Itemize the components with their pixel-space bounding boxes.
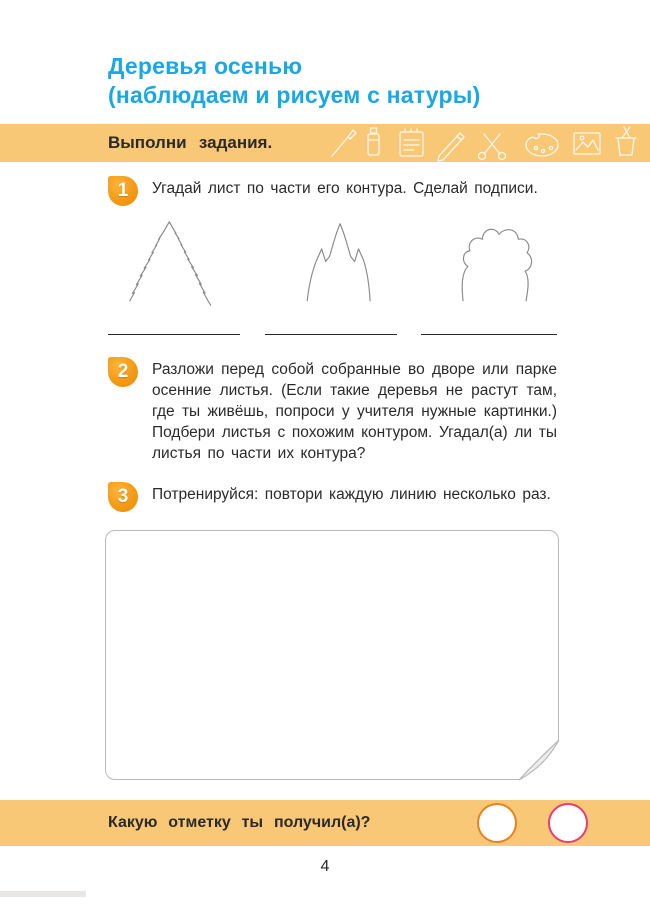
- task-1-text: Угадай лист по части его контура. Сделай подписи.: [152, 180, 538, 197]
- task-1-number-badge: 1: [108, 176, 138, 206]
- section-header-label: Выполни задания.: [108, 133, 273, 152]
- grade-footer-band: [0, 800, 650, 846]
- task-3-number-badge: 3: [108, 482, 138, 512]
- scissors-icon: [479, 134, 506, 160]
- task-2-number-badge: 2: [108, 357, 138, 387]
- paint-tube-icon: [368, 128, 379, 155]
- page-title-line1: Деревья осенью: [108, 53, 303, 79]
- scan-edge-artifact: [0, 891, 86, 897]
- paintbrush-icon: [332, 130, 356, 156]
- practice-drawing-box: [105, 530, 559, 780]
- maple-leaf-outline: [278, 216, 408, 308]
- answer-line-3: [421, 334, 557, 335]
- answer-line-1: [108, 334, 240, 335]
- task-1: [108, 178, 557, 206]
- answer-lines-row: [108, 334, 557, 335]
- grade-circle-orange: [477, 803, 517, 843]
- picture-frame-icon: [574, 133, 600, 154]
- art-supplies-doodles: [326, 124, 646, 162]
- page-title: [108, 52, 610, 110]
- answer-line-2: [265, 334, 397, 335]
- page-title-line2: (наблюдаем и рисуем с натуры): [108, 82, 481, 108]
- page-content: [108, 178, 557, 512]
- section-header-band: [0, 124, 650, 162]
- page-number: 4: [320, 858, 330, 875]
- oak-leaf-outline: [437, 216, 557, 308]
- birch-leaf-outline: [108, 216, 248, 308]
- pencil-icon: [438, 133, 464, 161]
- task-3-text: Потренируйся: повтори каждую линию несколько раз.: [152, 486, 551, 503]
- task-2-text: Разложи перед собой собранные во дворе или парке осенние листья. (Если такие деревья не растут там, где ты живёшь, попроси у учителя нужные картинки.) Подбери листья с похожим контуром. Угадал(а) ли ты листья по части их контура?: [152, 361, 557, 462]
- grade-question: Какую отметку ты получил(а)?: [108, 814, 371, 831]
- workbook-page: [0, 52, 650, 875]
- grade-circle-pink: [548, 803, 588, 843]
- notebook-icon: [400, 129, 423, 156]
- brush-jar-icon: [616, 127, 636, 155]
- leaf-outlines-row: [108, 216, 557, 308]
- folded-corner: [518, 739, 560, 781]
- task-2: [108, 359, 557, 464]
- task-3: [108, 484, 557, 512]
- palette-icon: [526, 134, 558, 156]
